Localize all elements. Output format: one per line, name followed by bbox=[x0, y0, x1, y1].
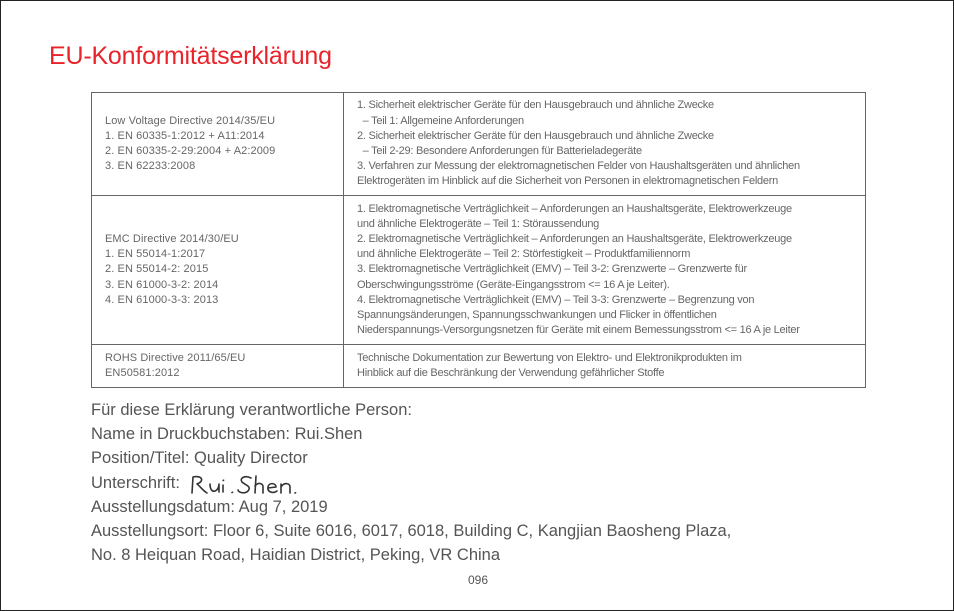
description-line: 3. Elektromagnetische Verträglichkeit (EMV) – Teil 3-2: Grenzwerte – Grenzwerte für bbox=[357, 263, 747, 276]
handwritten-signature bbox=[188, 473, 336, 497]
description-line: 4. Elektromagnetische Verträglichkeit (EMV) – Teil 3-3: Grenzwerte – Begrenzung von bbox=[357, 293, 755, 306]
description-cell bbox=[344, 345, 866, 388]
issue-place-line-2: No. 8 Heiquan Road, Haidian District, Peking, VR China bbox=[91, 546, 501, 565]
printed-name: Name in Druckbuchstaben: Rui.Shen bbox=[91, 425, 363, 444]
standard-line: 1. EN 55014-1:2017 bbox=[105, 248, 206, 261]
description-line: 1. Sicherheit elektrischer Geräte für den Hausgebrauch und ähnliche Zwecke bbox=[357, 99, 714, 112]
responsible-heading: Für diese Erklärung verantwortliche Person: bbox=[91, 401, 412, 419]
standard-line: 2. EN 55014-2: 2015 bbox=[105, 263, 209, 276]
description-line: Elektrogeräten im Hinblick auf die Sicherheit von Personen in elektromagnetischen Feldern bbox=[357, 175, 779, 188]
signature-label: Unterschrift: bbox=[91, 473, 180, 492]
directive-cell bbox=[92, 345, 344, 388]
standard-line: 1. EN 60335-1:2012 + A11:2014 bbox=[105, 129, 265, 142]
table-row-low-voltage bbox=[92, 93, 866, 196]
description-line: – Teil 2-29: Besondere Anforderungen für Batterieladegeräte bbox=[357, 145, 642, 157]
description-cell bbox=[344, 93, 866, 196]
issue-date: Ausstellungsdatum: Aug 7, 2019 bbox=[91, 497, 328, 516]
signature-row bbox=[91, 471, 731, 495]
directive-cell bbox=[92, 196, 344, 345]
description-line: Hinblick auf die Beschränkung der Verwendung gefährlicher Stoffe bbox=[357, 367, 665, 379]
description-cell bbox=[344, 196, 866, 345]
standard-line: 2. EN 60335-2-29:2004 + A2:2009 bbox=[105, 145, 276, 157]
description-line: 2. Sicherheit elektrischer Geräte für den Hausgebrauch und ähnliche Zwecke bbox=[357, 129, 714, 142]
conformity-table bbox=[91, 92, 866, 388]
table-row-rohs bbox=[92, 345, 866, 388]
description-line: 3. Verfahren zur Messung der elektromagnetischen Felder von Haushaltsgeräten und ähnlichen bbox=[357, 160, 800, 173]
description-line: Technische Dokumentation zur Bewertung von Elektro- und Elektronikprodukten im bbox=[357, 351, 742, 364]
standard-line: 3. EN 62233:2008 bbox=[105, 160, 196, 173]
description-line: und ähnliche Elektrogeräte – Teil 1: Störaussendung bbox=[357, 217, 600, 230]
description-line: und ähnliche Elektrogeräte – Teil 2: Störfestigkeit – Produktfamiliennorm bbox=[357, 248, 691, 261]
standard-line: EN50581:2012 bbox=[105, 367, 180, 379]
page-title: EU-Konformitätserklärung bbox=[49, 42, 332, 70]
description-line: Niederspannungs-Versorgungsnetzen für Geräte mit einem Bemessungsstrom <= 16 A je Leiter bbox=[357, 324, 800, 337]
description-line: – Teil 1: Allgemeine Anforderungen bbox=[357, 114, 524, 127]
issue-place-line-1: Ausstellungsort: Floor 6, Suite 6016, 6017, 6018, Building C, Kangjian Baosheng Plaza, bbox=[91, 522, 732, 541]
responsible-person-block bbox=[91, 398, 731, 567]
directive-line: ROHS Directive 2011/65/EU bbox=[105, 351, 246, 364]
page-number: 096 bbox=[467, 573, 489, 587]
standard-line: 4. EN 61000-3-3: 2013 bbox=[105, 293, 219, 306]
description-line: 1. Elektromagnetische Verträglichkeit – Anforderungen an Haushaltsgeräte, Elektrowerkzeuge bbox=[357, 202, 792, 215]
standard-line: 3. EN 61000-3-2: 2014 bbox=[105, 278, 219, 291]
position-title: Position/Titel: Quality Director bbox=[91, 449, 308, 468]
description-line: 2. Elektromagnetische Verträglichkeit – Anforderungen an Haushaltsgeräte, Elektrowerkzeuge bbox=[357, 232, 792, 245]
table-row-emc bbox=[92, 196, 866, 345]
directive-line: Low Voltage Directive 2014/35/EU bbox=[105, 114, 276, 127]
directive-cell bbox=[92, 93, 344, 196]
directive-line: EMC Directive 2014/30/EU bbox=[105, 232, 239, 245]
description-line: Oberschwingungsströme (Geräte-Eingangsstrom <= 16 A je Leiter). bbox=[357, 278, 670, 291]
description-line: Spannungsänderungen, Spannungsschwankungen und Flicker in öffentlichen bbox=[357, 309, 717, 321]
